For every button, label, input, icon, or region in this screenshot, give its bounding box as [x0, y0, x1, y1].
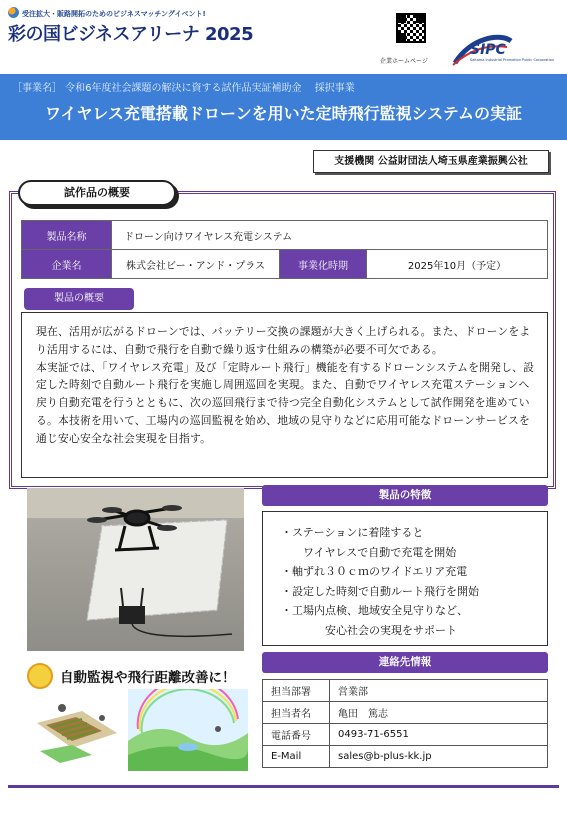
company-value: 株式会社ビー・アンド・プラス [112, 250, 280, 279]
qr-caption: 企業ホームページ [380, 58, 428, 65]
contact-key: E-Mail [263, 746, 330, 768]
list-item: ・軸ずれ３０ｃｍのワイドエリア充電 [281, 565, 468, 578]
overview-text [21, 312, 548, 478]
section-title: 試作品の概要 [18, 180, 176, 206]
product-name-label: 製品名称 [22, 221, 112, 250]
contact-key: 担当部署 [263, 680, 330, 702]
list-item: ワイヤレスで自動で充電を開始 [281, 545, 457, 559]
overview-paragraph-1: 現在、活用が広がるドローンでは、バッテリー交換の課題が大きく上げられる。また、ドローンをより活用するには、自動で飛行を自動で繰り返す仕組みの構築が必要不可欠である。 [36, 325, 531, 356]
overview-paragraph-2: 本実証では、「ワイヤレス充電」及び「定時ルート飛行」機能を有するドローンシステムを開発し、設定した時刻で自動ルート飛行を実施し周囲巡回を実現。また、自動でワイヤレス充電ステーションへ戻り自動充電を行うとともに、次の巡回飛行まで待つ完全自動化システムとして試作開発を進めている。本技術を用いて、工場内の巡回監視を始め、地域の見守りなどに応用可能なドローンサービスを通じ安心安全な社会実現を目指す。 [36, 360, 535, 445]
page-title: ワイヤレス充電搭載ドローンを用いた定時飛行監視システムの実証 [45, 104, 522, 123]
contact-table [262, 679, 548, 768]
event-title: 彩の国ビジネスアリーナ 2025 [8, 24, 254, 45]
event-tagline: 受注拡大・販路開拓のためのビジネスマッチングイベント! [22, 10, 206, 18]
table-row [263, 680, 548, 702]
sipc-logo-subtext: Saitama Industrial Promotion Public Corporation [470, 58, 555, 62]
contact-label: 連絡先情報 [262, 652, 548, 673]
bottom-divider [8, 785, 559, 788]
features-list [262, 511, 548, 646]
table-row [263, 724, 548, 746]
overview-label: 製品の概要 [24, 288, 134, 310]
support-organization: 支援機関 公益財団法人埼玉県産業振興公社 [313, 150, 549, 173]
factory-field-illustration [32, 693, 122, 768]
table-row [22, 221, 548, 250]
launch-label: 事業化時期 [280, 250, 367, 279]
contact-key: 電話番号 [263, 724, 330, 746]
features-label: 製品の特徴 [262, 485, 548, 506]
product-info-table [21, 220, 548, 279]
contact-email[interactable]: sales@b-plus-kk.jp [330, 746, 548, 768]
program-name: ［事業名］ 令和6年度社会課題の解決に資する試作品実証補助金 採択事業 [12, 83, 355, 94]
list-item: ・設定した時刻で自動ルート飛行を開始 [281, 584, 479, 598]
landscape-illustration [128, 689, 248, 771]
contact-value: 0493-71-6551 [330, 724, 548, 746]
qr-code-icon[interactable] [396, 13, 426, 43]
product-name-value: ドローン向けワイヤレス充電システム [112, 221, 548, 250]
company-label: 企業名 [22, 250, 112, 279]
table-row [263, 702, 548, 724]
sipc-logo-text: SIPC [470, 42, 506, 58]
contact-key: 担当者名 [263, 702, 330, 724]
promo-text: 自動監視や飛行距離改善に！ [60, 670, 236, 686]
list-item: ・ステーションに着陸すると [281, 526, 424, 539]
event-logo-icon [8, 7, 19, 18]
thumbs-up-icon [27, 663, 53, 689]
table-row [22, 250, 548, 279]
contact-value: 亀田 篤志 [330, 702, 548, 724]
launch-value: 2025年10月（予定） [367, 250, 548, 279]
table-row [263, 746, 548, 768]
drone-station-photo [27, 488, 244, 651]
contact-value: 営業部 [330, 680, 548, 702]
list-item: 安心社会の実現をサポート [281, 623, 457, 637]
list-item: ・工場内点検、地域安全見守りなど、 [281, 604, 468, 617]
